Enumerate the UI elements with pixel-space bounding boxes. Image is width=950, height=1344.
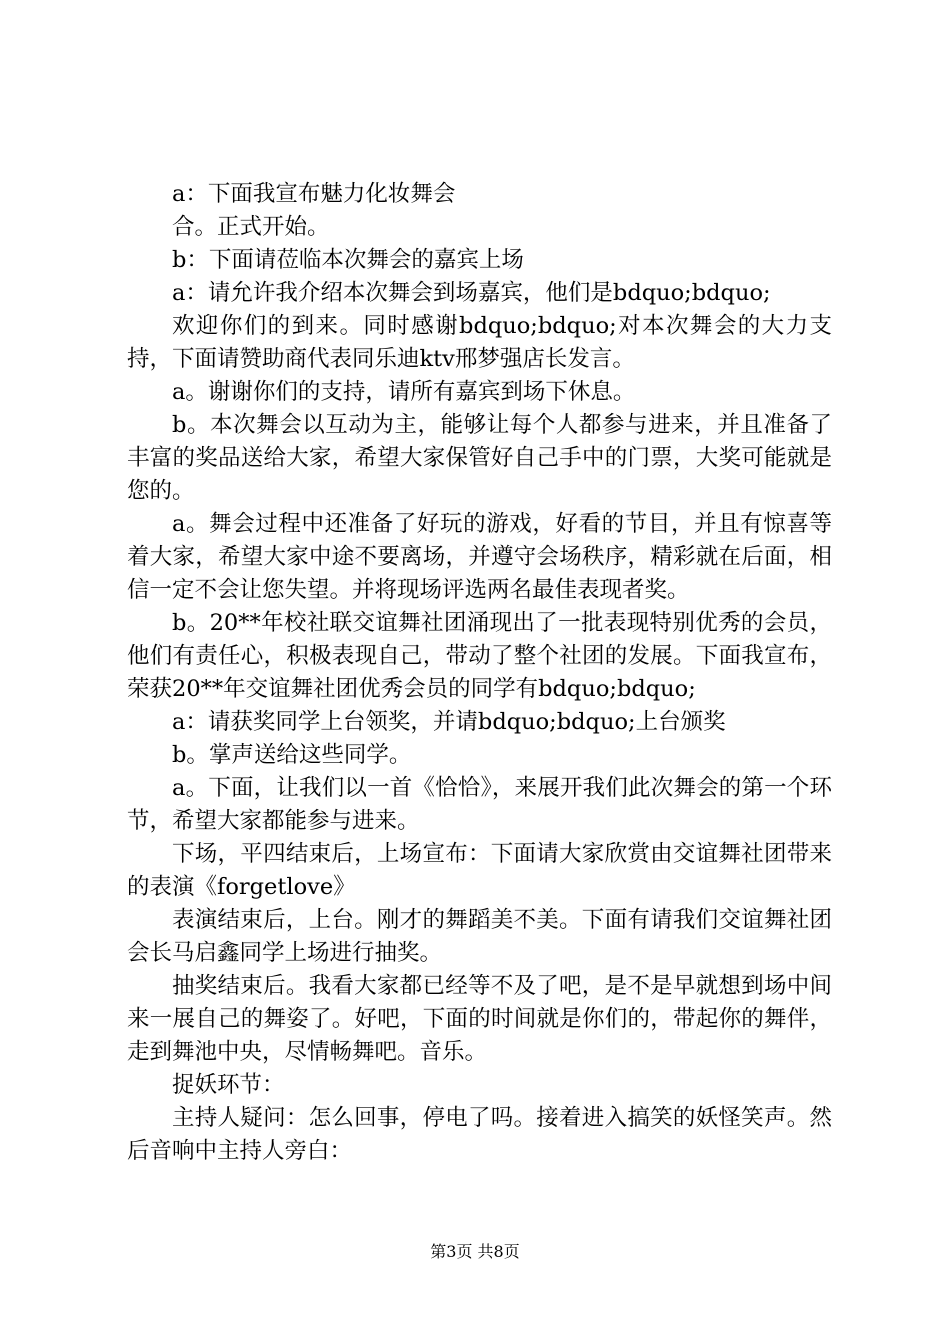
paragraph: b。掌声送给这些同学。 — [172, 742, 412, 768]
paragraph: 抽奖结束后。我看大家都已经等不及了吧，是不是早就想到场中间来一展自己的舞姿了。好吧，下面的时间就是你们的，带起你的舞伴，走到舞池中央，尽情畅舞吧。音乐。 — [127, 973, 832, 1065]
paragraph: a：请获奖同学上台领奖，并请bdquo;bdquo;上台颁奖 — [172, 709, 726, 735]
paragraph: 欢迎你们的到来。同时感谢bdquo;bdquo;对本次舞会的大力支持，下面请赞助商代表同乐迪ktv邢梦强店长发言。 — [127, 313, 832, 372]
paragraph: 主持人疑问：怎么回事，停电了吗。接着进入搞笑的妖怪笑声。然后音响中主持人旁白： — [127, 1105, 832, 1164]
paragraph: 合。正式开始。 — [172, 214, 330, 240]
paragraph: 表演结束后，上台。刚才的舞蹈美不美。下面有请我们交谊舞社团会长马启鑫同学上场进行抽奖。 — [127, 907, 832, 966]
page-number-footer: 第3页 共8页 — [430, 1242, 520, 1261]
paragraph: b：下面请莅临本次舞会的嘉宾上场 — [172, 247, 524, 273]
paragraph: a。谢谢你们的支持，请所有嘉宾到场下休息。 — [172, 379, 636, 405]
paragraph: b。本次舞会以互动为主，能够让每个人都参与进来，并且准备了丰富的奖品送给大家，希望大家保管好自己手中的门票，大奖可能就是您的。 — [127, 412, 832, 504]
paragraph: a：请允许我介绍本次舞会到场嘉宾，他们是bdquo;bdquo; — [172, 280, 771, 306]
paragraph: 捉妖环节： — [172, 1072, 285, 1098]
paragraph: a。舞会过程中还准备了好玩的游戏，好看的节目，并且有惊喜等着大家，希望大家中途不要离场，并遵守会场秩序，精彩就在后面，相信一定不会让您失望。并将现场评选两名最佳表现者奖。 — [127, 511, 832, 603]
paragraph: a：下面我宣布魅力化妆舞会 — [172, 181, 456, 207]
paragraph: a。下面，让我们以一首《恰恰》，来展开我们此次舞会的第一个环节，希望大家都能参与进来。 — [127, 775, 832, 834]
document-body — [127, 178, 832, 1168]
paragraph: 下场，平四结束后，上场宣布：下面请大家欣赏由交谊舞社团带来的表演《forgetlove》 — [127, 841, 832, 900]
paragraph: b。20**年校社联交谊舞社团涌现出了一批表现特别优秀的会员，他们有责任心，积极表现自己，带动了整个社团的发展。下面我宣布，荣获20**年交谊舞社团优秀会员的同学有bdquo;bdquo; — [127, 610, 832, 702]
